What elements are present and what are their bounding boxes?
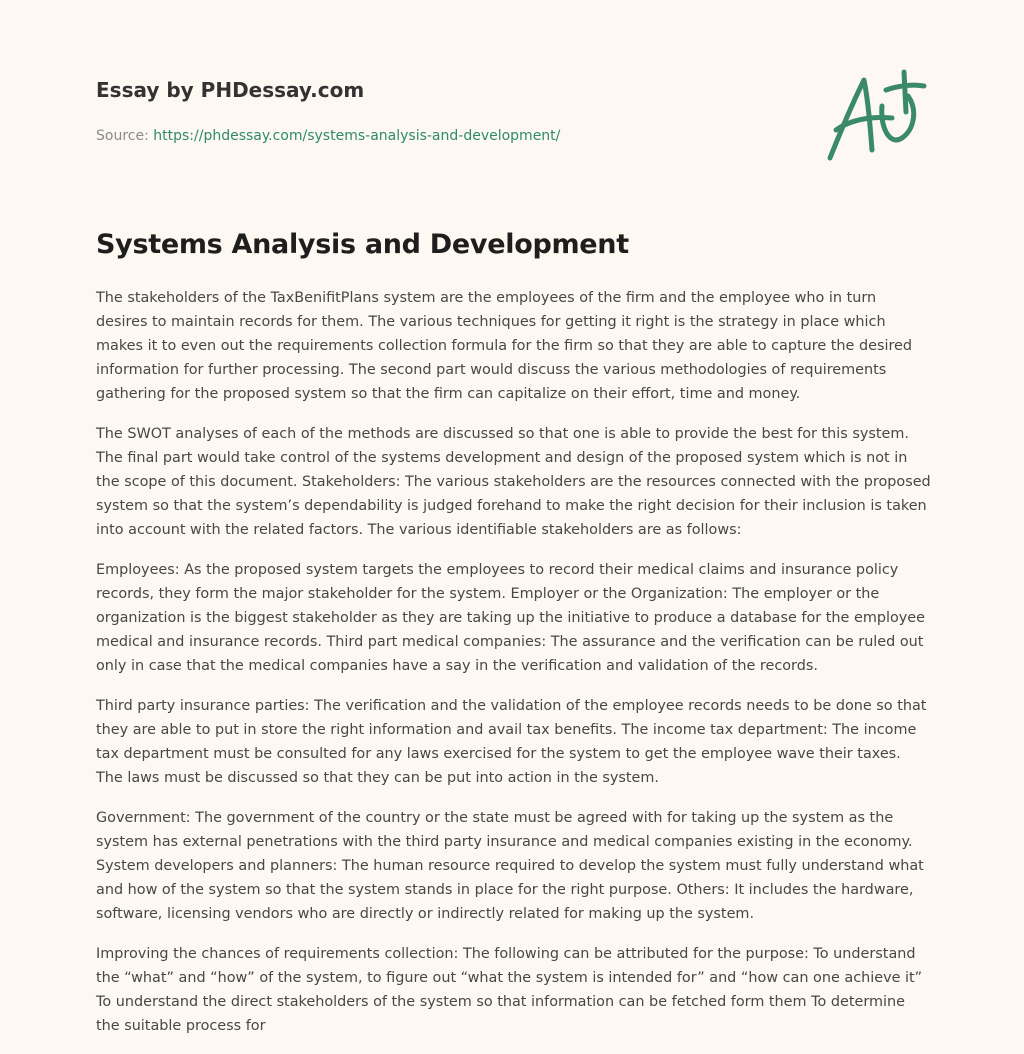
source-link[interactable]: https://phdessay.com/systems-analysis-and-development/ <box>153 128 561 144</box>
essay-paragraph: Government: The government of the country or the state must be agreed with for taking up the system as the system has external penetrations with the third party insurance and medical companies existing in the economy. System developers and planners: The human resource required to develop the system must fully understand what and how of the system so that the system stands in place for the right purpose. Others: It includes the hardware, software, licensing vendors who are directly or indirectly related for making up the system. <box>96 810 924 922</box>
essay-paragraph: Third party insurance parties: The verification and the validation of the employee records needs to be done so that they are able to put in store the right information and avail tax benefits. The income tax department: The income tax department must be consulted for any laws exercised for the system to get the employee wave their taxes. The laws must be discussed so that they can be put into action in the system. <box>96 698 927 786</box>
a-plus-grade-icon <box>820 66 930 166</box>
essay-body <box>96 286 932 1054</box>
essay-paragraph: Improving the chances of requirements collection: The following can be attributed for the purpose: To understand the “what” and “how” of the system, to figure out “what the system is intended for” and “how can one achieve it” To understand the direct stakeholders of the system so that information can be fetched form them To determine the suitable process for <box>96 946 923 1034</box>
page-header <box>96 76 696 146</box>
essay-paragraph: Employees: As the proposed system targets the employees to record their medical claims and insurance policy records, they form the major stakeholder for the system. Employer or the Organization: The employer or the organization is the biggest stakeholder as they are taking up the initiative to produce a database for the employee medical and insurance records. Third part medical companies: The assurance and the verification can be ruled out only in case that the medical companies have a say in the verification and validation of the records. <box>96 562 925 674</box>
page-title: Systems Analysis and Development <box>96 229 629 260</box>
source-label: Source: <box>96 128 149 144</box>
source-line <box>96 126 696 146</box>
essay-paragraph: The stakeholders of the TaxBenifitPlans system are the employees of the firm and the employee who in turn desires to maintain records for them. The various techniques for getting it right is the strategy in place which makes it to even out the requirements collection formula for the firm so that they are able to capture the desired information for further processing. The second part would discuss the various methodologies of requirements gathering for the proposed system so that the firm can capitalize on their effort, time and money. <box>96 290 913 402</box>
site-brand: Essay by PHDessay.com <box>96 78 365 102</box>
essay-paragraph: The SWOT analyses of each of the methods are discussed so that one is able to provide the best for this system. The final part would take control of the systems development and design of the proposed system which is not in the scope of this document. Stakeholders: The various stakeholders are the resources connected with the proposed system so that the system’s dependability is judged forehand to make the right decision for their inclusion is taken into account with the related factors. The various identifiable stakeholders are as follows: <box>96 426 931 538</box>
